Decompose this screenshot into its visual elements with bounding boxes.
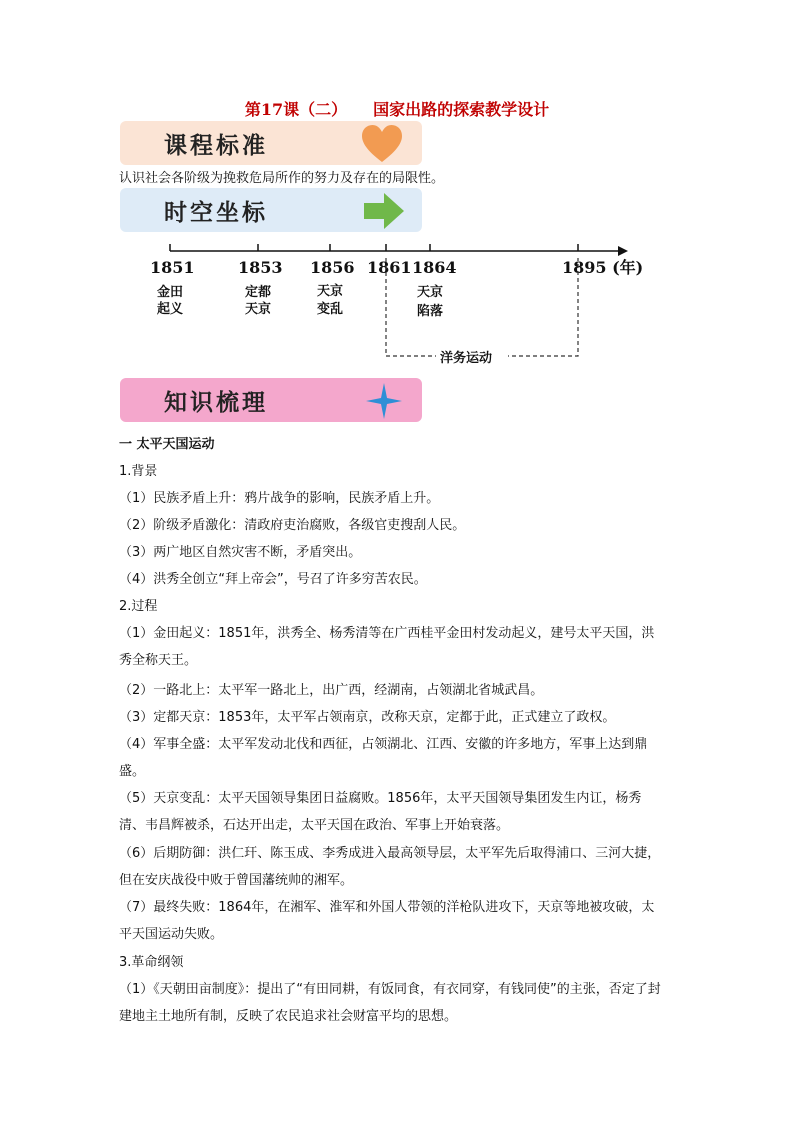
banner-label: 知识梳理 <box>164 390 268 416</box>
list-item: （1）金田起义：1851年，洪秀全、杨秀清等在广西桂平金田村发动起义，建号太平天国，洪秀全称天王。 <box>119 626 655 668</box>
subheading: 3.革命纲领 <box>119 955 184 970</box>
list-item: （2）阶级矛盾激化：清政府吏治腐败，各级官吏搜刮人民。 <box>119 518 466 533</box>
bracket-label: 洋务运动 <box>440 351 493 366</box>
arrow-right-icon <box>362 191 406 231</box>
event-label: 天京 <box>317 284 344 299</box>
page-title-lesson: 第17课（二） <box>244 100 348 119</box>
event-label: 金田 <box>157 285 184 300</box>
banner-label: 时空坐标 <box>164 200 268 226</box>
list-item: （2）一路北上：太平军一路北上，出广西，经湖南，占领湖北省城武昌。 <box>119 683 544 698</box>
list-item: （7）最终失败：1864年，在湘军、淮军和外国人带领的洋枪队进攻下，天京等地被攻破，太平天国运动失败。 <box>119 900 655 942</box>
timeline-chart <box>130 238 650 366</box>
banner-knowledge <box>120 378 422 422</box>
event-label: 定都 <box>245 285 272 300</box>
event-label: 天京 <box>417 285 444 300</box>
list-item: （4）洪秀全创立“拜上帝会”，号召了许多穷苦农民。 <box>119 572 427 587</box>
banner-course-standard <box>120 121 422 165</box>
banner-timeline <box>120 188 422 232</box>
year-label: 1856 <box>310 258 355 277</box>
list-item: （4）军事全盛：太平军发动北伐和西征，占领湖北、江西、安徽的许多地方，军事上达到鼎盛。 <box>119 737 648 779</box>
list-item: （1）《天朝田亩制度》：提出了“有田同耕，有饭同食，有衣同穿，有钱同使”的主张，否定了封建地主土地所有制，反映了农民追求社会财富平均的思想。 <box>119 982 661 1024</box>
section-heading: 一 太平天国运动 <box>119 437 215 452</box>
year-label: 1895 (年) <box>562 258 644 277</box>
page-title-topic: 国家出路的探索教学设计 <box>373 100 550 119</box>
list-item: （1）民族矛盾上升：鸦片战争的影响，民族矛盾上升。 <box>119 491 440 506</box>
year-label: 1851 <box>150 258 195 277</box>
list-item: （3）定都天京：1853年，太平军占领南京，改称天京，定都于此，正式建立了政权。 <box>119 710 616 725</box>
year-label: 1853 <box>238 258 283 277</box>
event-label: 陷落 <box>417 304 444 319</box>
heart-icon <box>360 124 404 164</box>
event-label: 天京 <box>245 302 272 317</box>
timeline-arrowhead <box>618 246 628 256</box>
event-label: 变乱 <box>317 302 344 317</box>
event-label: 起义 <box>157 302 184 317</box>
star-icon <box>362 381 406 421</box>
page-title <box>0 97 794 120</box>
subheading: 1.背景 <box>119 464 158 479</box>
list-item: （3）两广地区自然灾害不断，矛盾突出。 <box>119 545 362 560</box>
list-item: （5）天京变乱：太平天国领导集团日益腐败。1856年，太平天国领导集团发生内讧，杨秀清、韦昌辉被杀，石达开出走，太平天国在政治、军事上开始衰落。 <box>119 791 642 833</box>
year-label: 1864 <box>412 258 457 277</box>
standard-text: 认识社会各阶级为挽救危局所作的努力及存在的局限性。 <box>119 171 445 186</box>
subheading: 2.过程 <box>119 599 158 614</box>
year-label: 1861 <box>367 258 412 277</box>
list-item: （6）后期防御：洪仁玕、陈玉成、李秀成进入最高领导层，太平军先后取得浦口、三河大捷，但在安庆战役中败于曾国藩统帅的湘军。 <box>119 846 661 888</box>
banner-label: 课程标准 <box>164 133 268 159</box>
